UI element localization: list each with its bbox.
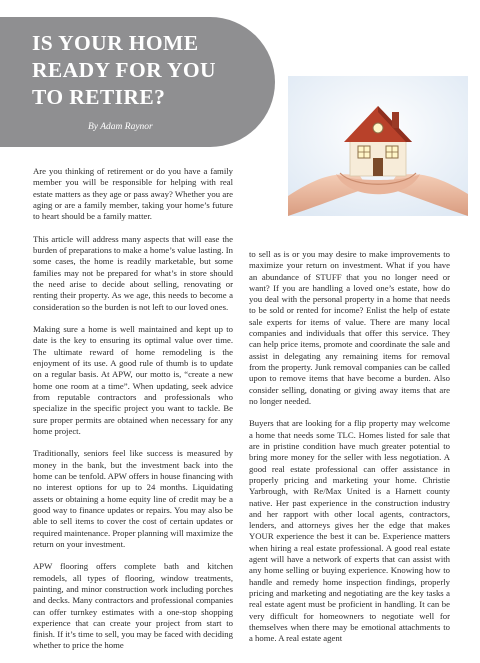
paragraph: Traditionally, seniors feel like success is measured by money in the bank, but the investment back into the home can be tenfold. APW offers in house financing with no interest options for up to 24 months. Liquidating assets or obtaining a home equity line of credit may be a good way to finance updates or repairs. You may also be able to sell items to cover the cost of certain updates or required maintenance. Proper planning will maximize the return on your investment. — [33, 448, 233, 549]
paragraph: APW flooring offers complete bath and kitchen remodels, all types of flooring, window treatments, painting, and minor construction work including porches and decks. Many contractors and professional companies can offer turnkey estimates with a one-stop shopping experience that can create your project from start to finish. If it’s time to sell, you may be faced with deciding whether to price the home — [33, 561, 233, 651]
right-column — [249, 249, 450, 656]
title-line-1: IS YOUR HOME — [32, 31, 199, 55]
title-line-2: READY FOR YOU — [32, 58, 216, 82]
paragraph: This article will address many aspects that will ease the burden of preparations to make a home’s value lasting. In some cases, the home is readily marketable, but some families may not be prepared for what’s in store should the need arise to decide about selling, renovating or renting their property. As we age, this needs to become a consideration so the burden is not left to our loved ones. — [33, 233, 233, 312]
left-column — [33, 166, 233, 663]
paragraph: Buyers that are looking for a flip property may welcome a home that needs some TLC. Homes listed for sale that are in pristine condition have much greater potential to bring more money for the seller with less negotiation. A good real estate professional can offer assistance in properly pricing and marketing your home. Christie Yarbrough, with Re/Max United is a Harnett county native. Her past experience in the construction industry and her rapport with other local agents, contractors, lenders, and attorneys gives her the edge that makes YOUR experience the best it can be. Experience matters when hiring a real estate professional. A good real estate agent will have a network of experts that can assist with any home selling or buying experience. Knowing how to handle and remedy home inspection findings, properly pricing and marketing and negotiating are the key tasks a real estate agent must be proficient in handling. It can be very difficult for homeowners to negotiate well for themselves when there may be emotional attachments to a home. A real estate agent — [249, 418, 450, 644]
paragraph: to sell as is or you may desire to make improvements to maximize your return on investment. What if you have an abundance of STUFF that you no longer need or want? If you are handling a loved one’s estate, how do you deal with the personal property in a home that needs to be sold or rented for income? Enlist the help of estate sale experts for items of value. There are many local companies and individuals that offer this service. They can help price items, promote and coordinate the sale and assist in delegating any remaining items for removal from the property. Junk removal companies can be called upon to remove items that have become a burden. Also consider selling, donating or giving away items that are no longer needed. — [249, 249, 450, 406]
house-in-hands-icon — [288, 76, 468, 216]
byline: By Adam Raynor — [88, 122, 153, 132]
title-line-3: TO RETIRE? — [32, 85, 166, 109]
house-in-hands-illustration — [288, 76, 468, 216]
paragraph: Making sure a home is well maintained and kept up to date is the key to ensuring its optimal value over time. The ultimate reward of home remodeling is the enjoyment of its use. A good rule of thumb is to update on a regular basis. At APW, our motto is, “create a new home one room at a time”. When updating, seek advice from reputable contractors and professionals who specialize in the specific project you want to tackle. Be sure proper permits are obtained when necessary for any home project. — [33, 324, 233, 436]
article-title — [32, 30, 272, 111]
paragraph: Are you thinking of retirement or do you have a family member you will be responsible for helping with real estate matters as they age or pass away? Whether you are aging or are a family member, taking your home’s future to heart should be a family matter. — [33, 166, 233, 222]
